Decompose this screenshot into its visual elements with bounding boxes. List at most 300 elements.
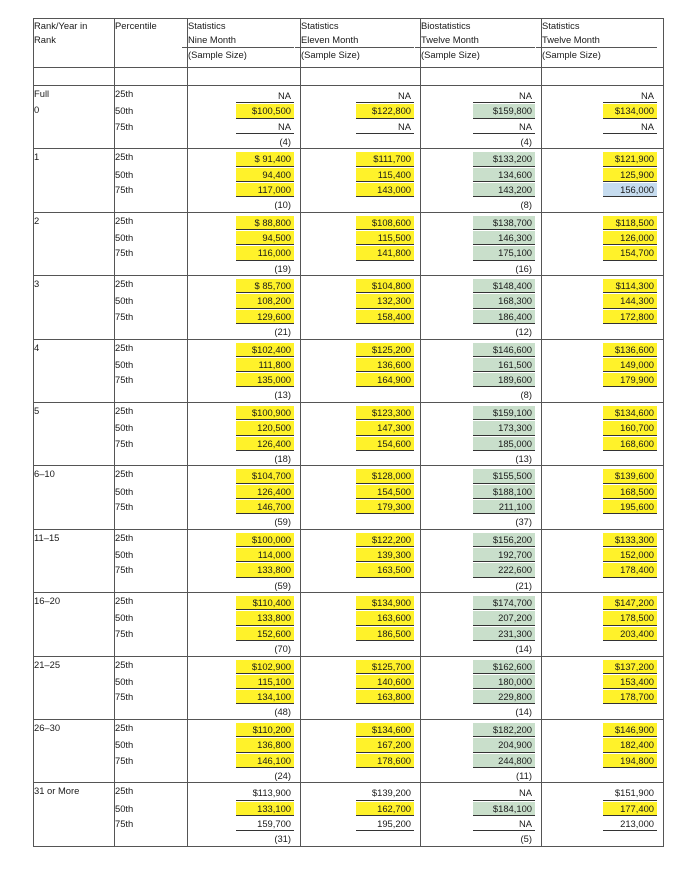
sample-size-row xyxy=(34,578,664,593)
salary-value: 115,500 xyxy=(356,231,414,245)
percentile-label: 75th xyxy=(115,816,188,831)
salary-value: $133,300 xyxy=(603,533,657,547)
value-cell xyxy=(188,737,301,752)
value-cell xyxy=(301,402,421,420)
value-cell xyxy=(421,293,542,308)
salary-value: 203,400 xyxy=(603,627,657,641)
value-cell xyxy=(421,499,542,514)
salary-value: 168,600 xyxy=(603,437,657,451)
rank-group xyxy=(34,783,664,846)
sample-size xyxy=(603,515,657,528)
value-cell xyxy=(188,719,301,737)
value-cell xyxy=(421,529,542,547)
salary-value: 115,400 xyxy=(356,168,414,182)
salary-value: NA xyxy=(473,89,535,103)
value-cell xyxy=(421,674,542,689)
rank-text: 4 xyxy=(34,341,40,353)
percentile-row xyxy=(34,689,664,704)
percentile-row xyxy=(34,484,664,499)
salary-value: 129,600 xyxy=(236,310,294,324)
rank-group xyxy=(34,149,664,212)
percentile-label: 25th xyxy=(115,529,188,547)
percentile-label: 50th xyxy=(115,674,188,689)
value-cell xyxy=(188,499,301,514)
percentile-label: 25th xyxy=(115,149,188,167)
percentile-label: 50th xyxy=(115,420,188,435)
salary-value: 175,100 xyxy=(473,246,535,260)
value-cell xyxy=(421,372,542,387)
sample-size xyxy=(356,198,414,211)
salary-value: $147,200 xyxy=(603,596,657,610)
salary-value: 244,800 xyxy=(473,754,535,768)
salary-value: 163,800 xyxy=(356,690,414,704)
salary-value: 147,300 xyxy=(356,421,414,435)
salary-value: $134,900 xyxy=(356,596,414,610)
salary-value: $134,600 xyxy=(603,406,657,420)
salary-value: 168,300 xyxy=(473,294,535,308)
percentile-label xyxy=(115,641,188,656)
sample-size-cell xyxy=(301,641,421,656)
salary-value: 135,000 xyxy=(236,373,294,387)
percentile-row xyxy=(34,420,664,435)
salary-value: NA xyxy=(603,89,657,103)
salary-value: NA xyxy=(356,89,414,103)
sample-size-cell xyxy=(301,324,421,339)
sample-size xyxy=(603,262,657,275)
sample-size-row xyxy=(34,134,664,149)
value-cell xyxy=(421,182,542,197)
header-col-sample: (Sample Size) xyxy=(415,47,535,62)
rank-group xyxy=(34,276,664,339)
sample-size-cell xyxy=(188,768,301,783)
salary-value: 177,400 xyxy=(603,802,657,816)
value-cell xyxy=(421,149,542,167)
salary-value: 222,600 xyxy=(473,563,535,577)
rank-group xyxy=(34,86,664,149)
sample-size: (59) xyxy=(274,579,291,591)
salary-value: $146,600 xyxy=(473,343,535,357)
value-cell xyxy=(301,293,421,308)
percentile-label: 75th xyxy=(115,689,188,704)
header-stats-nine xyxy=(188,19,301,68)
value-cell xyxy=(542,167,664,182)
value-cell xyxy=(542,293,664,308)
sample-size-cell xyxy=(188,831,301,846)
salary-value: 146,100 xyxy=(236,754,294,768)
value-cell xyxy=(542,499,664,514)
salary-value: 156,000 xyxy=(603,183,657,197)
value-cell xyxy=(542,529,664,547)
rank-label xyxy=(34,212,115,275)
value-cell xyxy=(301,689,421,704)
sample-size: (31) xyxy=(274,833,291,845)
value-cell xyxy=(188,86,301,104)
percentile-label xyxy=(115,261,188,276)
sample-size-cell xyxy=(421,514,542,529)
value-cell xyxy=(301,86,421,104)
sample-size-cell xyxy=(301,578,421,593)
sample-size-cell xyxy=(542,387,664,402)
salary-value: $123,300 xyxy=(356,406,414,420)
percentile-label: 75th xyxy=(115,245,188,260)
value-cell xyxy=(542,656,664,674)
sample-size xyxy=(356,325,414,338)
salary-value: 173,300 xyxy=(473,421,535,435)
value-cell xyxy=(421,547,542,562)
salary-value: $100,500 xyxy=(236,104,294,118)
value-cell xyxy=(421,339,542,357)
value-cell xyxy=(542,276,664,294)
percentile-row xyxy=(34,182,664,197)
salary-value: 180,000 xyxy=(473,675,535,689)
salary-value: 159,700 xyxy=(236,817,294,831)
salary-value: $134,600 xyxy=(356,723,414,737)
salary-value: NA xyxy=(356,120,414,134)
percentile-label: 75th xyxy=(115,182,188,197)
value-cell xyxy=(542,547,664,562)
percentile-label xyxy=(115,387,188,402)
salary-value: $102,400 xyxy=(236,343,294,357)
salary-value: 154,500 xyxy=(356,485,414,499)
value-cell xyxy=(188,801,301,816)
percentile-row xyxy=(34,402,664,420)
salary-value: 139,300 xyxy=(356,548,414,562)
percentile-row xyxy=(34,801,664,816)
header-percentile-label: Percentile xyxy=(115,20,157,31)
percentile-label: 75th xyxy=(115,753,188,768)
percentile-row xyxy=(34,816,664,831)
sample-size-cell xyxy=(421,578,542,593)
salary-value: 141,800 xyxy=(356,246,414,260)
value-cell xyxy=(421,689,542,704)
value-cell xyxy=(301,674,421,689)
sample-size xyxy=(603,452,657,465)
value-cell xyxy=(542,402,664,420)
salary-value: 126,400 xyxy=(236,437,294,451)
sample-size: (70) xyxy=(274,643,291,655)
salary-value: 211,100 xyxy=(473,500,535,514)
sample-size xyxy=(356,705,414,718)
percentile-label xyxy=(115,704,188,719)
value-cell xyxy=(542,689,664,704)
value-cell xyxy=(188,212,301,230)
salary-value: 152,000 xyxy=(603,548,657,562)
value-cell xyxy=(188,626,301,641)
salary-value: 160,700 xyxy=(603,421,657,435)
salary-value: $137,200 xyxy=(603,660,657,674)
sample-size: (59) xyxy=(274,516,291,528)
salary-value: NA xyxy=(236,120,294,134)
value-cell xyxy=(421,402,542,420)
value-cell xyxy=(188,167,301,182)
value-cell xyxy=(542,182,664,197)
rank-text: 5 xyxy=(34,404,40,416)
rank-label xyxy=(34,339,115,402)
value-cell xyxy=(301,212,421,230)
salary-value: 120,500 xyxy=(236,421,294,435)
sample-size-row xyxy=(34,387,664,402)
salary-value: 94,500 xyxy=(236,231,294,245)
salary-value: $174,700 xyxy=(473,596,535,610)
salary-value: 116,000 xyxy=(236,246,294,260)
value-cell xyxy=(188,816,301,831)
sample-size-cell xyxy=(542,704,664,719)
percentile-row xyxy=(34,593,664,611)
percentile-row xyxy=(34,626,664,641)
salary-value: 172,800 xyxy=(603,310,657,324)
header-col-sample: (Sample Size) xyxy=(295,47,414,62)
rank-label xyxy=(34,402,115,465)
value-cell xyxy=(542,212,664,230)
value-cell xyxy=(542,372,664,387)
value-cell xyxy=(301,149,421,167)
sample-size xyxy=(603,579,657,592)
percentile-label: 75th xyxy=(115,562,188,577)
salary-value: 146,300 xyxy=(473,231,535,245)
salary-value: $122,800 xyxy=(356,104,414,118)
salary-value: $110,200 xyxy=(236,723,294,737)
value-cell xyxy=(301,484,421,499)
salary-value: $113,900 xyxy=(236,786,294,800)
value-cell xyxy=(188,593,301,611)
rank-text: 26–30 xyxy=(34,721,61,733)
percentile-row xyxy=(34,610,664,625)
sample-size-cell xyxy=(188,578,301,593)
sample-size-row xyxy=(34,768,664,783)
percentile-row xyxy=(34,674,664,689)
sample-size-row xyxy=(34,704,664,719)
percentile-row xyxy=(34,86,664,104)
salary-value: 154,700 xyxy=(603,246,657,260)
salary-value: $111,700 xyxy=(356,152,414,166)
header-col-line2: Twelve Month xyxy=(542,34,600,45)
rank-text: 11–15 xyxy=(34,531,60,543)
salary-value: 115,100 xyxy=(236,675,294,689)
header-row xyxy=(34,19,664,68)
value-cell xyxy=(421,562,542,577)
salary-value: $162,600 xyxy=(473,660,535,674)
salary-value: 163,500 xyxy=(356,563,414,577)
sample-size xyxy=(356,135,414,148)
sample-size: (21) xyxy=(515,579,532,591)
percentile-row xyxy=(34,103,664,118)
value-cell xyxy=(188,339,301,357)
sample-size-row xyxy=(34,641,664,656)
salary-value: $159,800 xyxy=(473,104,535,118)
salary-value: 125,900 xyxy=(603,168,657,182)
value-cell xyxy=(542,119,664,134)
sample-size xyxy=(356,579,414,592)
salary-value: 195,600 xyxy=(603,500,657,514)
salary-value: NA xyxy=(473,817,535,831)
percentile-row xyxy=(34,245,664,260)
salary-value: $156,200 xyxy=(473,533,535,547)
value-cell xyxy=(188,357,301,372)
value-cell xyxy=(301,737,421,752)
percentile-row xyxy=(34,719,664,737)
percentile-label: 75th xyxy=(115,372,188,387)
value-cell xyxy=(301,309,421,324)
sample-size: (4) xyxy=(520,135,532,147)
percentile-label: 25th xyxy=(115,593,188,611)
sample-size-cell xyxy=(188,324,301,339)
percentile-label xyxy=(115,514,188,529)
sample-size xyxy=(603,832,657,845)
salary-value: 178,700 xyxy=(603,690,657,704)
percentile-label: 75th xyxy=(115,436,188,451)
spacer-row xyxy=(34,68,664,86)
value-cell xyxy=(542,420,664,435)
sample-size: (48) xyxy=(274,706,291,718)
sample-size: (37) xyxy=(515,516,532,528)
percentile-label: 50th xyxy=(115,357,188,372)
rank-text: 21–25 xyxy=(34,658,61,670)
percentile-label: 50th xyxy=(115,610,188,625)
sample-size-cell xyxy=(301,134,421,149)
salary-value: $110,400 xyxy=(236,596,294,610)
value-cell xyxy=(301,562,421,577)
salary-value: 117,000 xyxy=(236,183,294,197)
salary-value: $121,900 xyxy=(603,152,657,166)
salary-value: $148,400 xyxy=(473,279,535,293)
value-cell xyxy=(421,103,542,118)
sample-size-cell xyxy=(301,704,421,719)
rank-label xyxy=(34,149,115,212)
salary-value: $100,000 xyxy=(236,533,294,547)
header-rank xyxy=(34,19,115,68)
sample-size-cell xyxy=(188,134,301,149)
percentile-row xyxy=(34,372,664,387)
value-cell xyxy=(421,656,542,674)
sample-size: (13) xyxy=(274,389,291,401)
percentile-label xyxy=(115,451,188,466)
value-cell xyxy=(301,656,421,674)
salary-value: 178,600 xyxy=(356,754,414,768)
sample-size xyxy=(356,832,414,845)
rank-text: 16–20 xyxy=(34,595,61,607)
sample-size xyxy=(603,325,657,338)
value-cell xyxy=(188,149,301,167)
value-cell xyxy=(188,689,301,704)
rank-label xyxy=(34,466,115,529)
salary-value: 186,500 xyxy=(356,627,414,641)
salary-value: $182,200 xyxy=(473,723,535,737)
rank-text: 2 xyxy=(34,214,40,226)
sample-size-row xyxy=(34,514,664,529)
sample-size-cell xyxy=(421,641,542,656)
rank-group xyxy=(34,529,664,592)
value-cell xyxy=(542,801,664,816)
sample-size-cell xyxy=(421,134,542,149)
sample-size xyxy=(356,642,414,655)
value-cell xyxy=(301,547,421,562)
percentile-label: 50th xyxy=(115,103,188,118)
value-cell xyxy=(542,674,664,689)
percentile-label: 25th xyxy=(115,402,188,420)
percentile-row xyxy=(34,276,664,294)
sample-size: (8) xyxy=(520,389,532,401)
salary-value: $125,700 xyxy=(356,660,414,674)
salary-value: 162,700 xyxy=(356,802,414,816)
rank-text: 0 xyxy=(34,104,40,115)
value-cell xyxy=(542,86,664,104)
salary-value: 182,400 xyxy=(603,738,657,752)
value-cell xyxy=(301,372,421,387)
header-col-line2: Nine Month xyxy=(188,34,236,45)
value-cell xyxy=(542,149,664,167)
value-cell xyxy=(301,626,421,641)
value-cell xyxy=(421,167,542,182)
value-cell xyxy=(301,816,421,831)
rank-group xyxy=(34,593,664,656)
value-cell xyxy=(542,230,664,245)
sample-size-cell xyxy=(542,514,664,529)
sample-size-cell xyxy=(188,197,301,212)
value-cell xyxy=(188,402,301,420)
sample-size-cell xyxy=(301,768,421,783)
salary-value: 133,100 xyxy=(236,802,294,816)
salary-value: 94,400 xyxy=(236,168,294,182)
value-cell xyxy=(301,119,421,134)
percentile-label xyxy=(115,768,188,783)
value-cell xyxy=(188,466,301,484)
value-cell xyxy=(188,293,301,308)
salary-value: 154,600 xyxy=(356,437,414,451)
value-cell xyxy=(542,562,664,577)
rank-text: Full xyxy=(34,88,50,99)
value-cell xyxy=(542,103,664,118)
rank-group xyxy=(34,212,664,275)
percentile-row xyxy=(34,436,664,451)
value-cell xyxy=(188,753,301,768)
percentile-label: 75th xyxy=(115,499,188,514)
percentile-label: 25th xyxy=(115,86,188,104)
percentile-label: 50th xyxy=(115,801,188,816)
salary-value: 114,000 xyxy=(236,548,294,562)
header-col-line2: Eleven Month xyxy=(301,34,359,45)
rank-label xyxy=(34,656,115,719)
sample-size: (11) xyxy=(516,769,532,781)
header-stats-twelve xyxy=(542,19,664,68)
sample-size: (24) xyxy=(274,769,291,781)
sample-size-cell xyxy=(421,831,542,846)
sample-size-cell xyxy=(421,768,542,783)
salary-value: 229,800 xyxy=(473,690,535,704)
percentile-row xyxy=(34,529,664,547)
percentile-label xyxy=(115,324,188,339)
percentile-row xyxy=(34,293,664,308)
percentile-row xyxy=(34,230,664,245)
value-cell xyxy=(421,86,542,104)
rank-text: 31 or More xyxy=(34,785,80,797)
sample-size: (21) xyxy=(274,326,291,338)
percentile-label: 25th xyxy=(115,719,188,737)
salary-value: $102,900 xyxy=(236,660,294,674)
sample-size-cell xyxy=(188,387,301,402)
salary-value: 136,800 xyxy=(236,738,294,752)
value-cell xyxy=(301,801,421,816)
sample-size: (8) xyxy=(520,199,532,211)
rank-label xyxy=(34,529,115,592)
sample-size-cell xyxy=(188,514,301,529)
sample-size: (5) xyxy=(520,833,532,845)
value-cell xyxy=(542,245,664,260)
percentile-row xyxy=(34,737,664,752)
salary-value: 153,400 xyxy=(603,675,657,689)
value-cell xyxy=(542,436,664,451)
salary-value: $139,200 xyxy=(356,786,414,800)
value-cell xyxy=(188,436,301,451)
